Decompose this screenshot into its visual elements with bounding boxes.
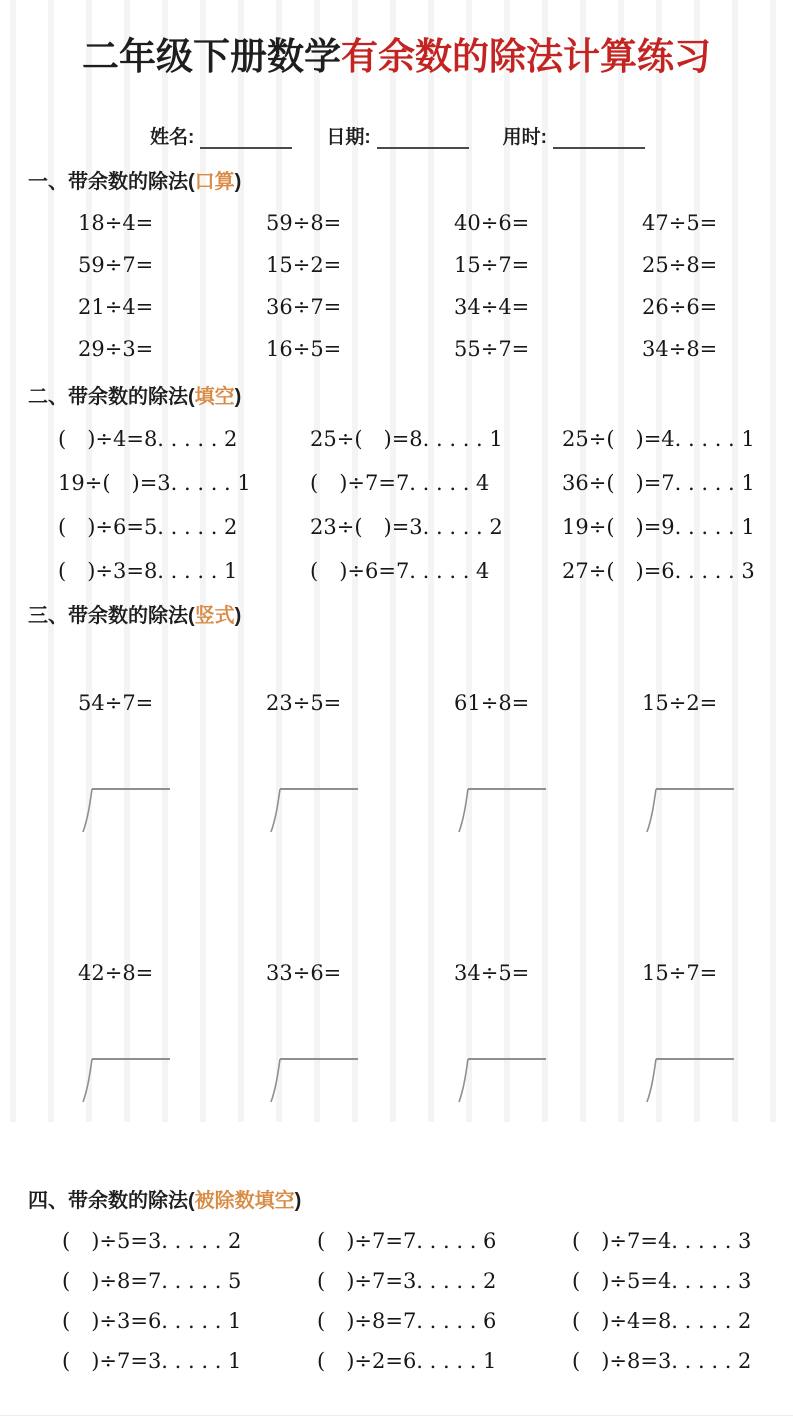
section2-heading-close: ) [234, 386, 242, 408]
section3-heading [28, 599, 793, 628]
section3-heading-text: 三、带余数的除法( [28, 605, 195, 627]
name-label: 姓名: [150, 127, 195, 148]
date-label: 日期: [326, 127, 371, 148]
title-grade-part: 二年级下册数学 [82, 35, 341, 78]
problem: ( )÷7=7. . . . . 4 [310, 471, 490, 495]
section2-heading [28, 380, 793, 409]
problem: 15÷7= [642, 961, 718, 985]
problem: ( )÷7=3. . . . . 1 [62, 1349, 242, 1373]
problem: ( )÷3=8. . . . . 1 [58, 559, 238, 583]
problem: 59÷7= [78, 253, 154, 277]
vertical-problems-row1 [0, 640, 793, 882]
problem: ( )÷8=7. . . . . 6 [317, 1309, 497, 1333]
problem: ( )÷6=7. . . . . 4 [310, 559, 490, 583]
problem: ( )÷7=7. . . . . 6 [317, 1229, 497, 1253]
long-division-bracket-icon [454, 786, 549, 834]
problem: ( )÷5=3. . . . . 2 [62, 1229, 242, 1253]
problem: 33÷6= [266, 961, 342, 985]
long-division-bracket-icon [642, 1056, 737, 1104]
problem: 25÷( )=4. . . . . 1 [562, 427, 755, 451]
problem: ( )÷8=7. . . . . 5 [62, 1269, 242, 1293]
problem: 36÷( )=7. . . . . 1 [562, 471, 755, 495]
problem: ( )÷3=6. . . . . 1 [62, 1309, 242, 1333]
problem: ( )÷7=3. . . . . 2 [317, 1269, 497, 1293]
section2-heading-text: 二、带余数的除法( [28, 386, 195, 408]
date-field [326, 122, 468, 149]
section2-heading-accent: 填空 [194, 386, 235, 408]
long-division-bracket-icon [454, 1056, 549, 1104]
dividend-fill-problems-grid [0, 1221, 793, 1381]
problem: 59÷8= [266, 211, 342, 235]
problem: 15÷2= [642, 691, 718, 715]
problem: 25÷( )=8. . . . . 1 [310, 427, 503, 451]
problem: 21÷4= [78, 295, 154, 319]
time-used-label: 用时: [502, 127, 547, 148]
problem: 54÷7= [78, 691, 154, 715]
problem: 16÷5= [266, 337, 342, 361]
section3-heading-accent: 竖式 [194, 605, 235, 627]
vertical-problem-cell [78, 640, 266, 882]
section4-heading [28, 1184, 793, 1213]
problem: ( )÷2=6. . . . . 1 [317, 1349, 497, 1373]
problem: 40÷6= [454, 211, 530, 235]
problem: ( )÷5=4. . . . . 3 [572, 1269, 752, 1293]
section3-heading-close: ) [234, 605, 242, 627]
vertical-problem-cell [454, 910, 642, 1152]
problem: 15÷2= [266, 253, 342, 277]
long-division-bracket-icon [642, 786, 737, 834]
problem: ( )÷8=3. . . . . 2 [572, 1349, 752, 1373]
vertical-problem-cell [642, 910, 793, 1152]
page-title [0, 26, 793, 80]
fill-blank-problems-grid [0, 417, 793, 593]
problem: 55÷7= [454, 337, 530, 361]
section4-heading-close: ) [294, 1190, 302, 1212]
problem: 23÷5= [266, 691, 342, 715]
vertical-problem-cell [266, 640, 454, 882]
header-fields [150, 122, 793, 149]
problem: 19÷( )=3. . . . . 1 [58, 471, 251, 495]
time-used-blank-line [553, 129, 645, 149]
problem: 19÷( )=9. . . . . 1 [562, 515, 755, 539]
long-division-bracket-icon [78, 786, 173, 834]
problem: 29÷3= [78, 337, 154, 361]
problem: 36÷7= [266, 295, 342, 319]
problem: 27÷( )=6. . . . . 3 [562, 559, 755, 583]
section1-heading-text: 一、带余数的除法( [28, 171, 195, 193]
problem: ( )÷6=5. . . . . 2 [58, 515, 238, 539]
problem: 15÷7= [454, 253, 530, 277]
problem: ( )÷4=8. . . . . 2 [58, 427, 238, 451]
section4-heading-accent: 被除数填空 [194, 1190, 295, 1212]
section4-heading-text: 四、带余数的除法( [28, 1190, 195, 1212]
long-division-bracket-icon [266, 1056, 361, 1104]
oral-problems-grid [0, 202, 793, 370]
problem: ( )÷7=4. . . . . 3 [572, 1229, 752, 1253]
vertical-problem-cell [266, 910, 454, 1152]
problem: 25÷8= [642, 253, 718, 277]
long-division-bracket-icon [266, 786, 361, 834]
vertical-problems-row2 [0, 910, 793, 1152]
title-topic-part: 有余数的除法计算练习 [341, 35, 711, 78]
problem: 61÷8= [454, 691, 530, 715]
problem: 42÷8= [78, 961, 154, 985]
problem: 34÷8= [642, 337, 718, 361]
problem: 18÷4= [78, 211, 154, 235]
time-used-field [503, 122, 645, 149]
name-blank-line [200, 129, 292, 149]
name-field [150, 122, 292, 149]
problem: 47÷5= [642, 211, 718, 235]
vertical-problem-cell [454, 640, 642, 882]
problem: ( )÷4=8. . . . . 2 [572, 1309, 752, 1333]
vertical-problem-cell [78, 910, 266, 1152]
problem: 34÷5= [454, 961, 530, 985]
section1-heading-close: ) [234, 171, 242, 193]
vertical-problem-cell [642, 640, 793, 882]
section1-heading-accent: 口算 [194, 171, 235, 193]
problem: 34÷4= [454, 295, 530, 319]
long-division-bracket-icon [78, 1056, 173, 1104]
date-blank-line [377, 129, 469, 149]
problem: 23÷( )=3. . . . . 2 [310, 515, 503, 539]
problem: 26÷6= [642, 295, 718, 319]
section1-heading [28, 165, 793, 194]
